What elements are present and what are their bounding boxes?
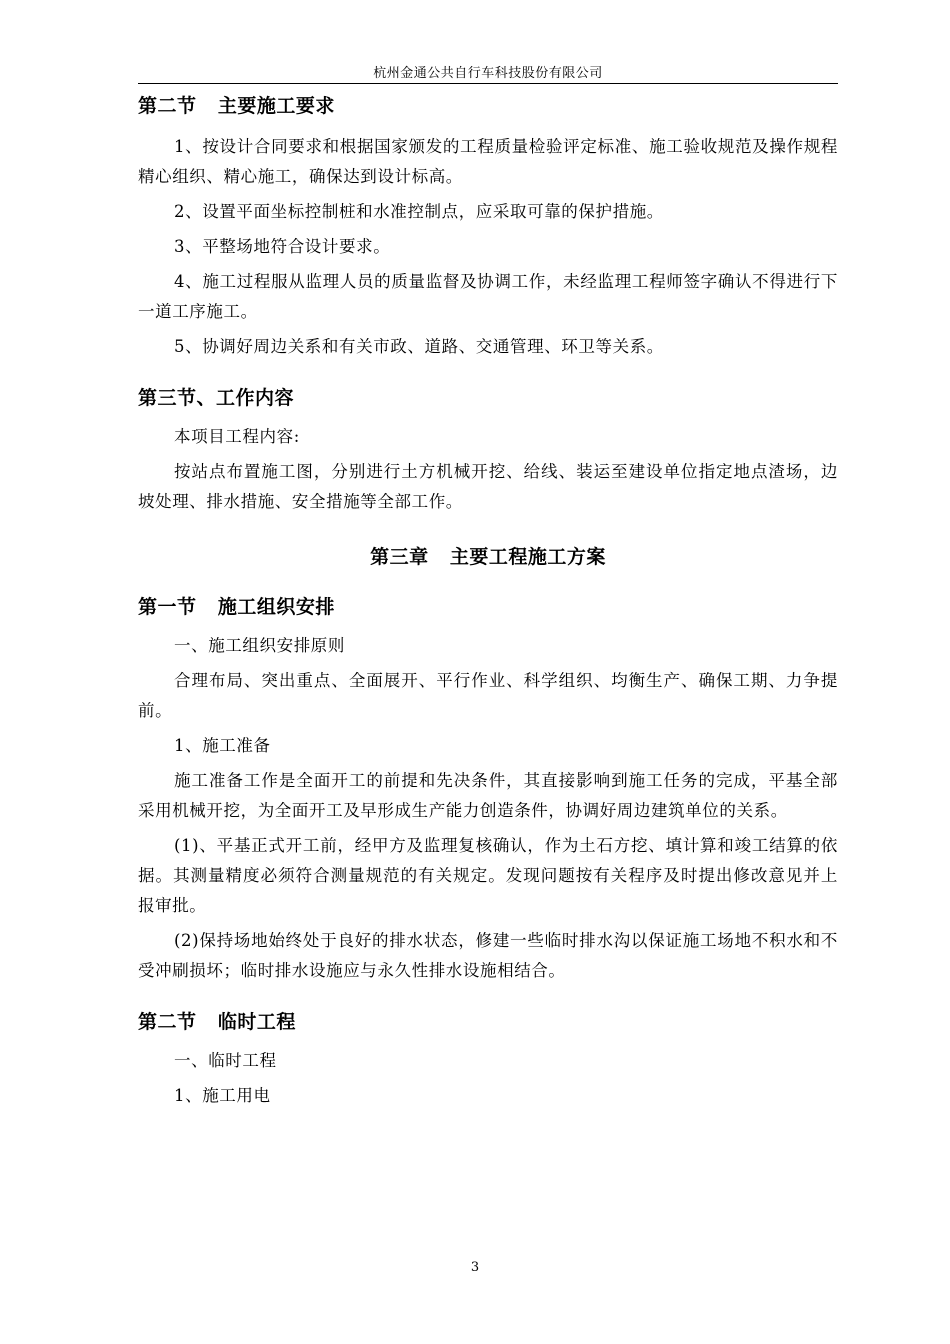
- paragraph: 本项目工程内容:: [174, 427, 300, 446]
- header-rule: [138, 83, 838, 84]
- section-title-construction-requirements: 第二节 主要施工要求: [138, 95, 335, 117]
- paragraph: 1、施工用电: [174, 1086, 271, 1105]
- section-title-work-content: 第三节、工作内容: [138, 387, 295, 409]
- paragraph: (2)保持场地始终处于良好的排水状态，修建一些临时排水沟以保证施工场地不积水和不受冲刷损坏；临时排水设施应与永久性排水设施相结合。: [138, 931, 838, 980]
- chapter-title: 第三章 主要工程施工方案: [370, 546, 606, 568]
- section-title-temporary-works: 第二节 临时工程: [138, 1011, 296, 1033]
- page-header: 杭州金通公共自行车科技股份有限公司: [373, 66, 603, 81]
- paragraph: 3、平整场地符合设计要求。: [174, 237, 391, 256]
- paragraph: 1、按设计合同要求和根据国家颁发的工程质量检验评定标准、施工验收规范及操作规程精心组织、精心施工，确保达到设计标高。: [138, 137, 838, 186]
- paragraph: 一、临时工程: [174, 1051, 277, 1070]
- paragraph: 施工准备工作是全面开工的前提和先决条件，其直接影响到施工任务的完成，平基全部采用机械开挖，为全面开工及早形成生产能力创造条件，协调好周边建筑单位的关系。: [138, 771, 838, 820]
- paragraph: 2、设置平面坐标控制桩和水准控制点，应采取可靠的保护措施。: [174, 202, 664, 221]
- paragraph: 4、施工过程服从监理人员的质量监督及协调工作，未经监理工程师签字确认不得进行下一道工序施工。: [138, 272, 838, 321]
- page-number: 3: [470, 1260, 480, 1275]
- page-body: [138, 92, 838, 1111]
- paragraph: 合理布局、突出重点、全面展开、平行作业、科学组织、均衡生产、确保工期、力争提前。: [138, 671, 838, 720]
- paragraph: 按站点布置施工图，分别进行土方机械开挖、给线、装运至建设单位指定地点渣场，边坡处理、排水措施、安全措施等全部工作。: [138, 462, 838, 511]
- paragraph: 5、协调好周边关系和有关市政、道路、交通管理、环卫等关系。: [174, 337, 664, 356]
- paragraph: (1)、平基正式开工前，经甲方及监理复核确认，作为土石方挖、填计算和竣工结算的依据。其测量精度必须符合测量规范的有关规定。发现问题按有关程序及时提出修改意见并上报审批。: [138, 836, 838, 915]
- section-title-organization: 第一节 施工组织安排: [138, 596, 335, 618]
- paragraph: 一、施工组织安排原则: [174, 636, 345, 655]
- paragraph: 1、施工准备: [174, 736, 271, 755]
